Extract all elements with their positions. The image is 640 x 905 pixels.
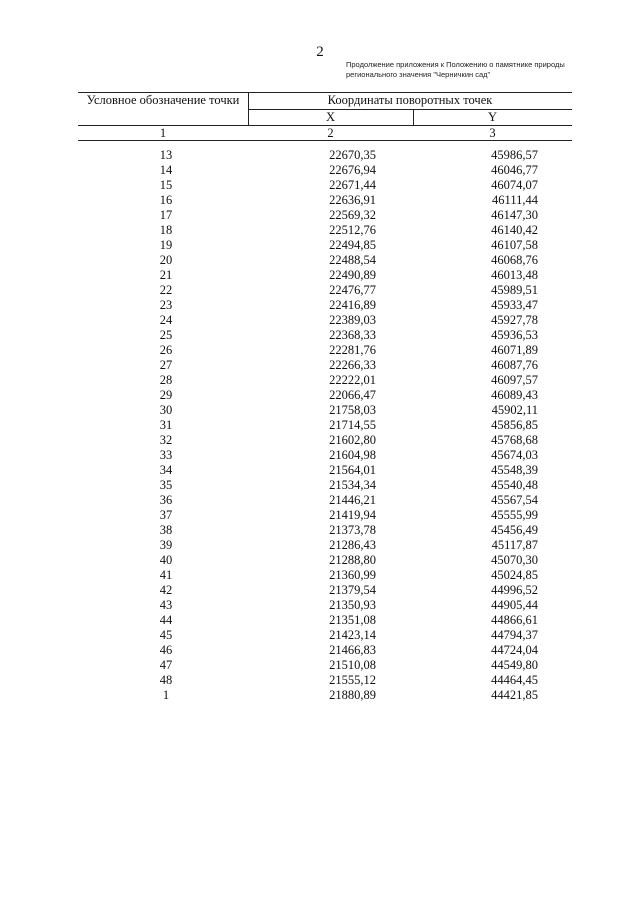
x-coordinate-cell: 21510,08 [329, 658, 376, 672]
x-coordinate-cell: 21373,78 [329, 523, 376, 537]
point-number-cell: 33 [159, 448, 173, 462]
y-coordinate-cell: 45674,03 [491, 448, 538, 462]
y-coordinate-cell: 44464,45 [491, 673, 538, 687]
table-row [78, 358, 572, 373]
point-number-cell: 17 [159, 208, 173, 222]
y-coordinate-cell: 45117,87 [491, 538, 538, 552]
table-row [78, 418, 572, 433]
x-coordinate-cell: 22676,94 [329, 163, 376, 177]
table-row [78, 223, 572, 238]
y-coordinate-cell: 44794,37 [491, 628, 538, 642]
x-coordinate-cell: 22512,76 [329, 223, 376, 237]
y-coordinate-cell: 45933,47 [491, 298, 538, 312]
table-row [78, 433, 572, 448]
table-row [78, 628, 572, 643]
table-row [78, 598, 572, 613]
y-coordinate-cell: 45548,39 [491, 463, 538, 477]
column-number-1: 1 [159, 126, 167, 140]
y-coordinate-cell: 46097,57 [491, 373, 538, 387]
table-row [78, 538, 572, 553]
y-coordinate-cell: 46107,58 [491, 238, 538, 252]
point-number-cell: 36 [159, 493, 173, 507]
x-coordinate-cell: 22488,54 [329, 253, 376, 267]
x-coordinate-cell: 21419,94 [329, 508, 376, 522]
column-number-3: 3 [489, 126, 496, 140]
point-number-cell: 34 [159, 463, 173, 477]
y-coordinate-cell: 46074,07 [491, 178, 538, 192]
y-coordinate-cell: 45936,53 [491, 328, 538, 342]
x-coordinate-cell: 21286,43 [329, 538, 376, 552]
point-number-cell: 28 [159, 373, 173, 387]
header-note-line-1: Продолжение приложения к Положению о памятнике природы [346, 60, 565, 69]
table-row [78, 373, 572, 388]
x-coordinate-cell: 22490,89 [329, 268, 376, 282]
x-coordinate-cell: 21288,80 [329, 553, 376, 567]
x-coordinate-cell: 22281,76 [329, 343, 376, 357]
point-number-cell: 40 [159, 553, 173, 567]
y-coordinate-cell: 46087,76 [491, 358, 538, 372]
header-point: Условное обозначение точки [86, 93, 240, 107]
x-coordinate-cell: 22416,89 [329, 298, 376, 312]
y-coordinate-cell: 45555,99 [491, 508, 538, 522]
point-number-cell: 38 [159, 523, 173, 537]
page-number: 2 [316, 44, 324, 60]
table-row [78, 298, 572, 313]
column-number-2: 2 [327, 126, 334, 140]
y-coordinate-cell: 45989,51 [491, 283, 538, 297]
x-coordinate-cell: 21714,55 [329, 418, 376, 432]
point-number-cell: 24 [159, 313, 173, 327]
x-coordinate-cell: 21758,03 [329, 403, 376, 417]
table-row [78, 178, 572, 193]
table-row [78, 553, 572, 568]
table-row [78, 658, 572, 673]
y-coordinate-cell: 45024,85 [491, 568, 538, 582]
x-coordinate-cell: 22636,91 [329, 193, 376, 207]
x-coordinate-cell: 22222,01 [329, 373, 376, 387]
y-coordinate-cell: 46013,48 [491, 268, 538, 282]
x-coordinate-cell: 21351,08 [329, 613, 376, 627]
y-coordinate-cell: 44724,04 [491, 643, 538, 657]
point-number-cell: 41 [159, 568, 173, 582]
table-row [78, 613, 572, 628]
point-number-cell: 25 [159, 328, 173, 342]
x-coordinate-cell: 22368,33 [329, 328, 376, 342]
x-coordinate-cell: 21379,54 [329, 583, 376, 597]
x-coordinate-cell: 21564,01 [329, 463, 376, 477]
header-note-line-2: регионального значения "Черничкин сад" [346, 70, 491, 79]
table-row [78, 523, 572, 538]
x-coordinate-cell: 22389,03 [329, 313, 376, 327]
x-coordinate-cell: 21360,99 [329, 568, 376, 582]
point-number-cell: 32 [159, 433, 173, 447]
table-row [78, 148, 572, 163]
y-coordinate-cell: 45986,57 [491, 148, 538, 162]
y-coordinate-cell: 46111,44 [492, 193, 538, 207]
header-note [346, 60, 586, 80]
x-coordinate-cell: 22066,47 [329, 388, 376, 402]
point-number-cell: 16 [159, 193, 173, 207]
y-coordinate-cell: 45456,49 [491, 523, 538, 537]
y-coordinate-cell: 45768,68 [491, 433, 538, 447]
point-number-cell: 27 [159, 358, 173, 372]
point-number-cell: 31 [159, 418, 173, 432]
x-coordinate-cell: 21423,14 [329, 628, 376, 642]
point-number-cell: 42 [159, 583, 173, 597]
y-coordinate-cell: 46068,76 [491, 253, 538, 267]
point-number-cell: 21 [159, 268, 173, 282]
table-row [78, 343, 572, 358]
x-coordinate-cell: 22670,35 [329, 148, 376, 162]
table-row [78, 163, 572, 178]
point-number-cell: 45 [159, 628, 173, 642]
y-coordinate-cell: 45070,30 [491, 553, 538, 567]
table-row [78, 688, 572, 703]
x-coordinate-cell: 21466,83 [329, 643, 376, 657]
table-row [78, 208, 572, 223]
table-row [78, 673, 572, 688]
point-number-cell: 22 [159, 283, 173, 297]
table-row [78, 583, 572, 598]
table-row [78, 508, 572, 523]
header-coordinates: Координаты поворотных точек [327, 93, 493, 107]
x-coordinate-cell: 22671,44 [329, 178, 376, 192]
point-number-cell: 30 [159, 403, 173, 417]
point-number-cell: 48 [159, 673, 173, 687]
table-row [78, 463, 572, 478]
y-coordinate-cell: 45856,85 [491, 418, 538, 432]
coordinates-table-body [78, 148, 572, 703]
point-number-cell: 13 [159, 148, 173, 162]
point-number-cell: 37 [159, 508, 173, 522]
point-number-cell: 18 [159, 223, 173, 237]
point-number-cell: 19 [159, 238, 173, 252]
point-number-cell: 47 [159, 658, 173, 672]
point-number-cell: 14 [159, 163, 173, 177]
point-number-cell: 15 [159, 178, 173, 192]
y-coordinate-cell: 45567,54 [491, 493, 538, 507]
y-coordinate-cell: 44421,85 [491, 688, 538, 702]
table-row [78, 268, 572, 283]
y-coordinate-cell: 45927,78 [491, 313, 538, 327]
x-coordinate-cell: 21350,93 [329, 598, 376, 612]
point-number-cell: 20 [159, 253, 173, 267]
table-row [78, 193, 572, 208]
point-number-cell: 1 [162, 688, 170, 702]
y-coordinate-cell: 45902,11 [491, 403, 538, 417]
x-coordinate-cell: 22569,32 [329, 208, 376, 222]
y-coordinate-cell: 44905,44 [491, 598, 538, 612]
point-number-cell: 23 [159, 298, 173, 312]
x-coordinate-cell: 21534,34 [329, 478, 376, 492]
x-coordinate-cell: 22494,85 [329, 238, 376, 252]
y-coordinate-cell: 46089,43 [491, 388, 538, 402]
table-row [78, 643, 572, 658]
table-row [78, 238, 572, 253]
y-coordinate-cell: 46147,30 [491, 208, 538, 222]
point-number-cell: 39 [159, 538, 173, 552]
x-coordinate-cell: 21446,21 [329, 493, 376, 507]
table-row [78, 403, 572, 418]
point-number-cell: 46 [159, 643, 173, 657]
x-coordinate-cell: 21555,12 [329, 673, 376, 687]
header-bottom-rule [78, 140, 572, 141]
table-row [78, 283, 572, 298]
x-coordinate-cell: 22266,33 [329, 358, 376, 372]
x-coordinate-cell: 21604,98 [329, 448, 376, 462]
point-number-cell: 26 [159, 343, 173, 357]
header-x: X [325, 110, 336, 124]
y-coordinate-cell: 46071,89 [491, 343, 538, 357]
header-y: Y [487, 110, 498, 124]
y-coordinate-cell: 44996,52 [491, 583, 538, 597]
point-number-cell: 29 [159, 388, 173, 402]
point-number-cell: 35 [159, 478, 173, 492]
table-row [78, 448, 572, 463]
point-number-cell: 44 [159, 613, 173, 627]
table-row [78, 478, 572, 493]
table-row [78, 493, 572, 508]
y-coordinate-cell: 44549,80 [491, 658, 538, 672]
x-coordinate-cell: 21880,89 [329, 688, 376, 702]
y-coordinate-cell: 45540,48 [491, 478, 538, 492]
point-number-cell: 43 [159, 598, 173, 612]
table-row [78, 388, 572, 403]
y-coordinate-cell: 46140,42 [491, 223, 538, 237]
y-coordinate-cell: 44866,61 [491, 613, 538, 627]
table-row [78, 313, 572, 328]
x-coordinate-cell: 22476,77 [329, 283, 376, 297]
x-coordinate-cell: 21602,80 [329, 433, 376, 447]
table-row [78, 568, 572, 583]
y-coordinate-cell: 46046,77 [491, 163, 538, 177]
table-row [78, 253, 572, 268]
table-row [78, 328, 572, 343]
